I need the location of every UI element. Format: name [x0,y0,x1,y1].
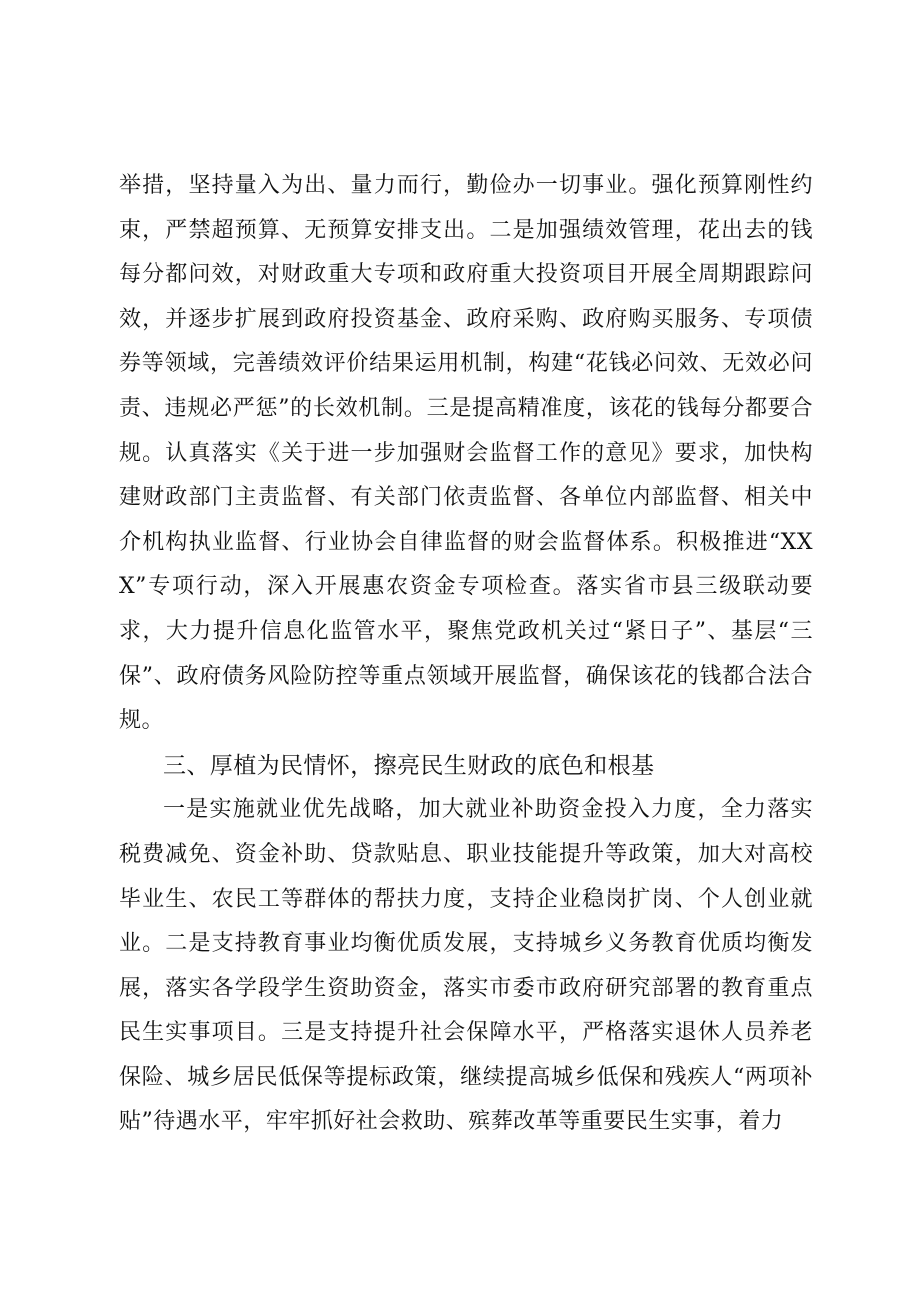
section-heading: 三、厚植为民情怀，擦亮民生财政的底色和根基 [163,752,655,779]
paragraph-section-3: 一是实施就业优先战略，加大就业补助资金投入力度，全力落实税费减免、资金补助、贷款贴息、职业技能提升等政策，加大对高校毕业生、农民工等群体的帮扶力度，支持企业稳岗扩岗、个人创业就业。二是支持教育事业均衡优质发展，支持城乡义务教育优质均衡发展，落实各学段学生资助资金，落实市委市政府研究部署的教育重点民生实事项目。三是支持提升社会保障水平，严格落实退休人员养老保险、城乡居民低保等提标政策，继续提高城乡低保和残疾人“两项补贴”待遇水平，牢牢抓好社会救助、殡葬改革等重要民生实事，着力 [119,797,813,1135]
document-page [119,164,813,1145]
paragraph-continued: 举措，坚持量入为出、量力而行，勤俭办一切事业。强化预算刚性约束，严禁超预算、无预算安排支出。二是加强绩效管理，花出去的钱每分都问效，对财政重大专项和政府重大投资项目开展全周期跟踪问效，并逐步扩展到政府投资基金、政府采购、政府购买服务、专项债券等领域，完善绩效评价结果运用机制，构建“花钱必问效、无效必问责、违规必严惩”的长效机制。三是提高精准度，该花的钱每分都要合规。认真落实《关于进一步加强财会监督工作的意见》要求，加快构建财政部门主责监督、有关部门依责监督、各单位内部监督、相关中介机构执业监督、行业协会自律监督的财会监督体系。积极推进“XXX”专项行动，深入开展惠农资金专项检查。落实省市县三级联动要求，大力提升信息化监管水平，聚焦党政机关过“紧日子”、基层“三保”、政府债务风险防控等重点领域开展监督，确保该花的钱都合法合规。 [119,173,813,734]
